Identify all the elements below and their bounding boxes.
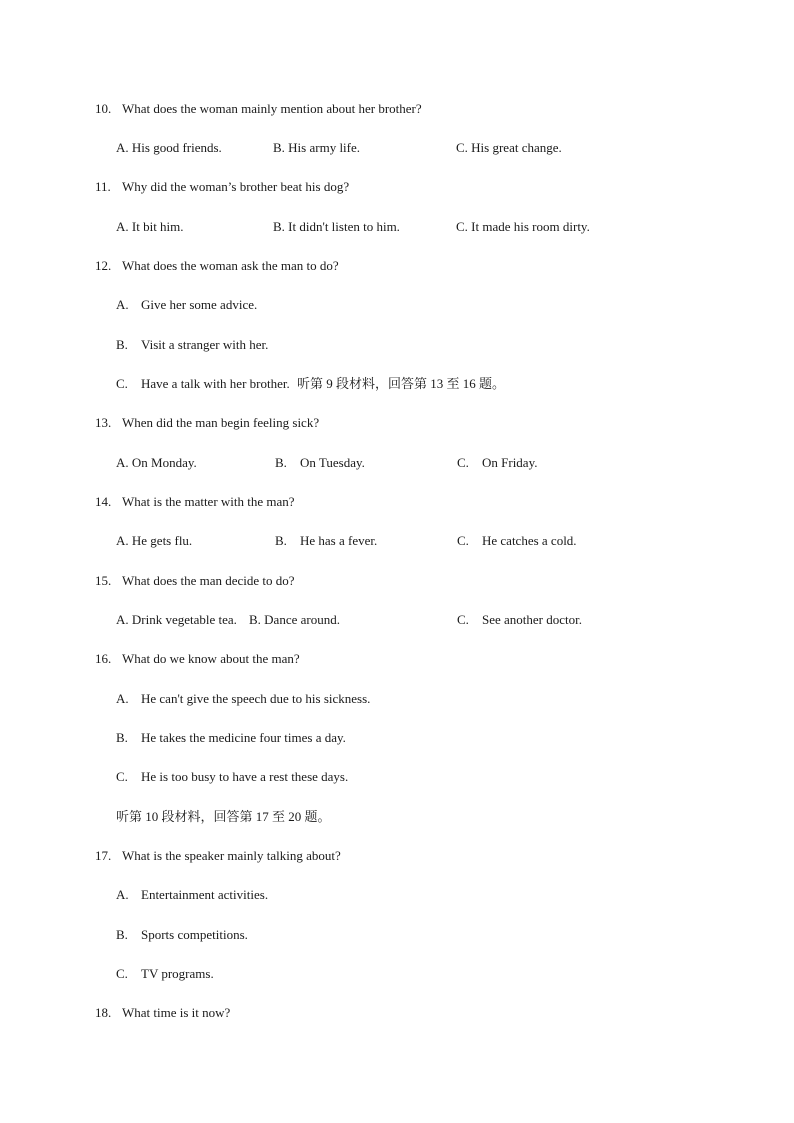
q16-option-b[interactable]: B. He takes the medicine four times a day. [116,730,346,745]
question-number: 14. [95,494,112,509]
q13-option-b[interactable]: B. On Tuesday. [275,455,365,470]
question-13 [95,415,319,431]
section-note-9: 听第 9 段材料，回答第 13 至 16 题。 [296,376,505,391]
q13-option-c[interactable]: C. On Friday. [457,455,538,470]
question-text: When did the man begin feeling sick? [122,415,320,430]
question-15 [95,573,295,589]
q12-option-b[interactable]: B. Visit a stranger with her. [116,337,269,352]
question-text: What is the speaker mainly talking about? [122,848,341,863]
question-11 [95,179,349,195]
q17-option-c[interactable]: C. TV programs. [116,966,214,981]
q17-option-a[interactable]: A. Entertainment activities. [116,887,269,902]
q16-option-c[interactable]: C. He is too busy to have a rest these days. [116,769,349,784]
question-number: 11. [95,179,111,194]
question-12 [95,258,339,274]
q10-option-c[interactable]: C. His great change. [456,140,562,155]
question-text: Why did the woman’s brother beat his dog? [122,179,350,194]
question-text: What does the man decide to do? [122,573,295,588]
section-note-10: 听第 10 段材料，回答第 17 至 20 题。 [116,809,331,824]
q11-option-a[interactable]: A. It bit him. [116,219,184,234]
q14-option-a[interactable]: A. He gets flu. [116,533,193,548]
question-14 [95,494,295,510]
q12-option-a[interactable]: A. Give her some advice. [116,297,258,312]
q16-option-a[interactable]: A. He can't give the speech due to his sickness. [116,691,371,706]
question-number: 13. [95,415,112,430]
question-17 [95,848,341,864]
question-text: What does the woman ask the man to do? [122,258,339,273]
question-text: What time is it now? [122,1005,231,1020]
question-number: 12. [95,258,112,273]
q14-option-c[interactable]: C. He catches a cold. [457,533,577,548]
question-10 [95,101,422,117]
q15-option-c[interactable]: C. See another doctor. [457,612,582,627]
question-text: What is the matter with the man? [122,494,295,509]
question-16 [95,651,300,667]
question-text: What does the woman mainly mention about her brother? [122,101,422,116]
q15-option-b[interactable]: B. Dance around. [249,612,340,627]
q17-option-b[interactable]: B. Sports competitions. [116,927,248,942]
q10-option-a[interactable]: A. His good friends. [116,140,222,155]
question-number: 15. [95,573,112,588]
question-number: 18. [95,1005,112,1020]
q11-option-c[interactable]: C. It made his room dirty. [456,219,590,234]
q12-option-c[interactable]: C. Have a talk with her brother. 听第 9 段材料，回答第 13 至 16 题。 [116,376,505,391]
question-text: What do we know about the man? [122,651,300,666]
q13-option-a[interactable]: A. On Monday. [116,455,197,470]
question-number: 10. [95,101,112,116]
q14-option-b[interactable]: B. He has a fever. [275,533,378,548]
q15-option-a[interactable]: A. Drink vegetable tea. [116,612,237,627]
question-18 [95,1005,230,1021]
q11-option-b[interactable]: B. It didn't listen to him. [273,219,400,234]
question-number: 17. [95,848,112,863]
q10-option-b[interactable]: B. His army life. [273,140,361,155]
question-number: 16. [95,651,112,666]
